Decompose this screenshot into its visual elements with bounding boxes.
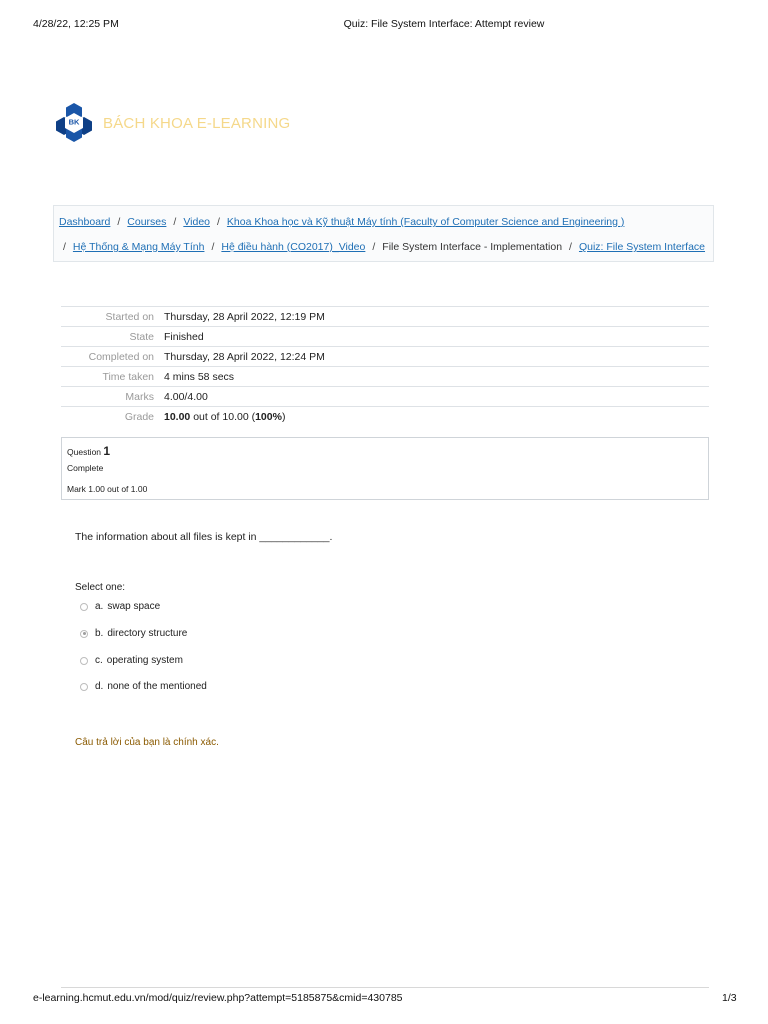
question-info-box (61, 437, 709, 500)
radio-button[interactable] (80, 657, 88, 665)
option-text: swap space (107, 601, 161, 612)
summary-label: State (61, 327, 164, 347)
summary-value: Thursday, 28 April 2022, 12:24 PM (164, 347, 709, 367)
breadcrumb-separator: / (173, 216, 177, 228)
question-number (67, 444, 110, 458)
option-letter: a. (95, 601, 104, 612)
breadcrumb-separator: / (217, 216, 220, 228)
answer-option-c[interactable] (80, 655, 183, 666)
footer-divider (61, 987, 709, 988)
breadcrumb (53, 205, 714, 262)
summary-label: Marks (61, 387, 164, 407)
option-letter: b. (95, 628, 104, 639)
answer-option-b[interactable] (80, 628, 187, 639)
breadcrumb-category[interactable]: Hệ Thống & Mạng Máy Tính (72, 241, 205, 253)
summary-row-started (61, 307, 709, 327)
summary-value (164, 407, 709, 427)
grade-score: 10.00 (164, 410, 191, 423)
grade-percent: 100% (255, 410, 282, 423)
summary-row-state (61, 327, 709, 347)
summary-row-time (61, 367, 709, 387)
breadcrumb-separator: / (569, 241, 572, 253)
summary-value: 4 mins 58 secs (164, 367, 709, 387)
print-title: Quiz: File System Interface: Attempt review (343, 18, 545, 30)
breadcrumb-video[interactable]: Video (183, 216, 210, 228)
question-number-value: 1 (103, 444, 111, 458)
footer-url: e-learning.hcmut.edu.vn/mod/quiz/review.php?attempt=5185875&cmid=430785 (33, 992, 403, 1004)
breadcrumb-separator: / (63, 241, 66, 253)
attempt-summary-table (61, 306, 709, 426)
answer-option-d[interactable] (80, 681, 207, 692)
summary-label: Started on (61, 307, 164, 327)
summary-label: Completed on (61, 347, 164, 367)
breadcrumb-separator: / (372, 241, 376, 253)
bk-logo-icon (55, 102, 93, 144)
option-text: none of the mentioned (107, 681, 207, 692)
breadcrumb-line-2 (63, 241, 705, 253)
option-letter: c. (95, 655, 103, 666)
breadcrumb-faculty[interactable]: Khoa Khoa học và Kỹ thuật Máy tính (Faculty of Computer Science and Engineering ) (226, 216, 625, 228)
breadcrumb-separator: / (117, 216, 121, 228)
grade-close: ) (281, 410, 286, 423)
question-label: Question (67, 447, 102, 457)
answer-feedback: Câu trả lời của bạn là chính xác. (75, 737, 219, 748)
breadcrumb-courses[interactable]: Courses (127, 216, 167, 228)
question-state: Complete (67, 463, 104, 473)
option-letter: d. (95, 681, 104, 692)
question-grade: Mark 1.00 out of 1.00 (67, 484, 148, 494)
grade-outof: out of 10.00 ( (190, 410, 256, 423)
logo-badge: BK (68, 117, 80, 127)
breadcrumb-section: File System Interface - Implementation (382, 241, 563, 253)
breadcrumb-line-1 (59, 216, 624, 228)
question-text: The information about all files is kept in ____________. (75, 531, 333, 543)
summary-value: Thursday, 28 April 2022, 12:19 PM (164, 307, 709, 327)
summary-value: 4.00/4.00 (164, 387, 709, 407)
option-text: operating system (106, 655, 183, 666)
print-datetime: 4/28/22, 12:25 PM (33, 18, 119, 30)
breadcrumb-dashboard[interactable]: Dashboard (59, 216, 111, 228)
summary-row-completed (61, 347, 709, 367)
breadcrumb-quiz[interactable]: Quiz: File System Interface (578, 241, 706, 253)
summary-row-grade (61, 407, 709, 427)
select-prompt: Select one: (75, 582, 126, 593)
summary-label: Time taken (61, 367, 164, 387)
logo-text: BÁCH KHOA E-LEARNING (103, 114, 291, 132)
summary-label: Grade (61, 407, 164, 427)
footer-page-number: 1/3 (722, 992, 737, 1004)
site-logo[interactable] (55, 102, 290, 144)
summary-row-marks (61, 387, 709, 407)
summary-value: Finished (164, 327, 709, 347)
option-text: directory structure (107, 628, 188, 639)
radio-button-checked[interactable] (80, 630, 88, 638)
breadcrumb-separator: / (211, 241, 215, 253)
breadcrumb-course[interactable]: Hệ điều hành (CO2017)_Video (221, 241, 366, 253)
answer-option-a[interactable] (80, 601, 160, 612)
radio-button[interactable] (80, 603, 88, 611)
radio-button[interactable] (80, 683, 88, 691)
